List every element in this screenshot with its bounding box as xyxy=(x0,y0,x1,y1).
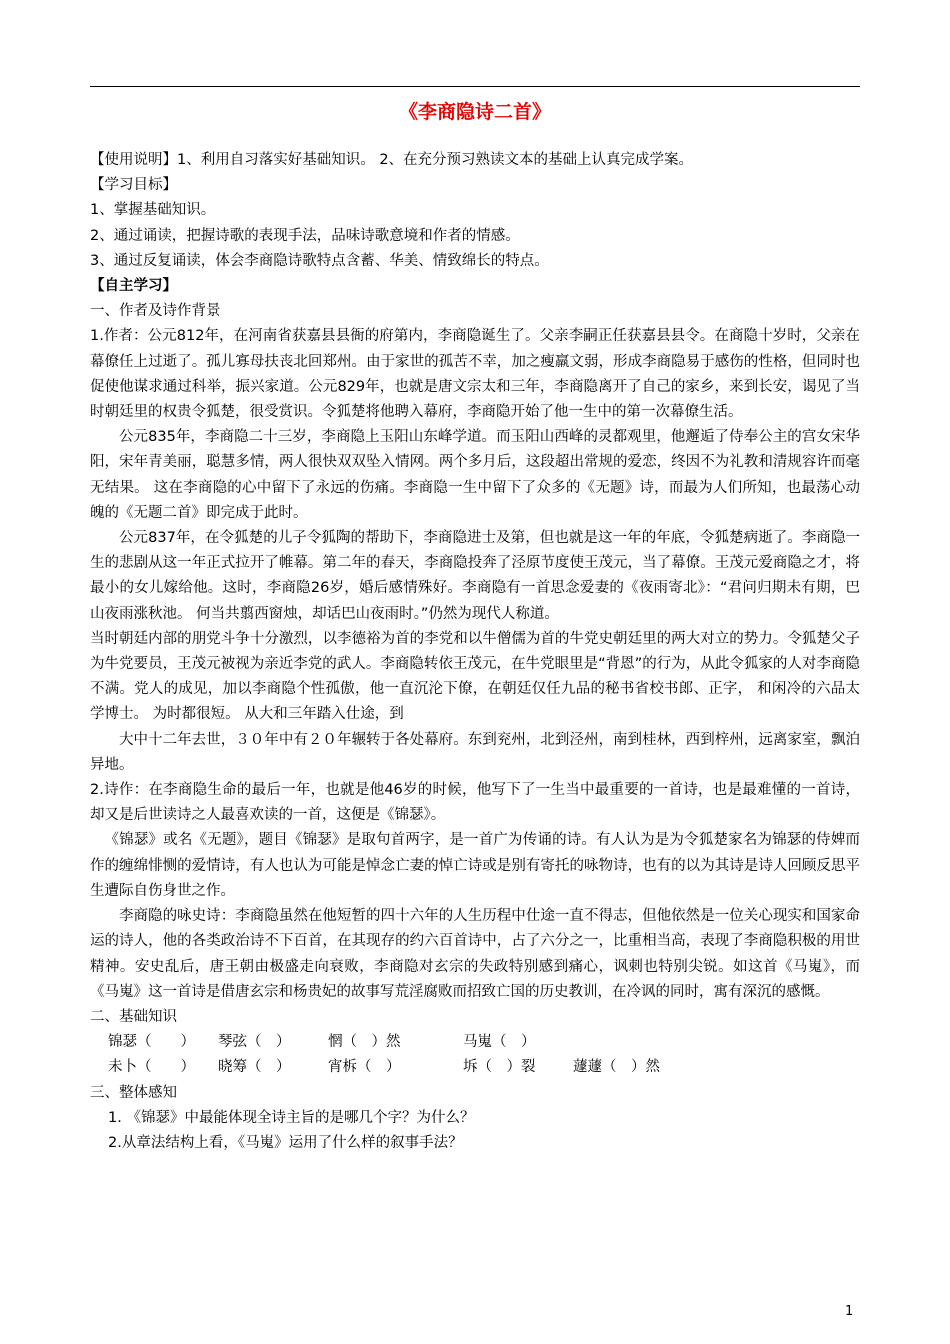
paragraph: 当时朝廷内部的朋党斗争十分激烈，以李德裕为首的李党和以牛僧儒为首的牛党史朝廷里的两大对立的势力。令狐楚父子为牛党要员，王茂元被视为亲近李党的武人。李商隐转依王茂元，在牛党眼里是“背恩”的行为，从此令狐家的人对李商隐不满。党人的成见，加以李商隐个性孤傲，他一直沉沦下僚，在朝廷仅任九品的秘书省校书郎、正字， 和闲冷的六品太学博士。 为时都很短。 从大和三年踏入仕途，到 xyxy=(90,630,860,723)
usage-note: 【使用说明】1、利用自习落实好基础知识。 2、在充分预习熟读文本的基础上认真完成学案。 xyxy=(90,152,694,168)
question-item: 2.从章法结构上看，《马嵬》运用了什么样的叙事手法？ xyxy=(108,1134,463,1151)
document-body xyxy=(90,148,860,1156)
vocab-item: 未卜（ ） xyxy=(108,1059,195,1076)
question-item: 1. 《锦瑟》中最能体现全诗主旨的是哪几个字？为什么？ xyxy=(108,1109,475,1126)
goals-heading: 【学习目标】 xyxy=(90,177,177,194)
paragraph: 公元835年，李商隐二十三岁，李商隐上玉阳山东峰学道。而玉阳山西峰的灵都观里，他邂逅了侍奉公主的宫女宋华阳，宋年青美丽，聪慧多情，两人很快双双坠入情网。两个多月后，这段超出常规的爱恋，终因不为礼教和清规容许而毫无结果。 这在李商隐的心中留下了永远的伤痛。李商隐一生中留下了众多的《无题》诗，而最为人们所知，也最荡心动魄的《无题二首》即完成于此时。 xyxy=(90,429,860,521)
vocab-item: 坼（ ）裂 xyxy=(463,1059,536,1076)
vocab-item: 晓筹（ ） xyxy=(218,1059,291,1076)
vocab-item: 马嵬（ ） xyxy=(463,1034,536,1051)
paragraph-poem: 2.诗作：在李商隐生命的最后一年，也就是他46岁的时候，他写下了一生当中最重要的一首诗，也是最难懂的一首诗，却又是后世读诗之人最喜欢读的一首，这便是《锦瑟》。 xyxy=(90,782,860,824)
vocab-item: 锦瑟（ ） xyxy=(108,1034,195,1051)
vocab-item: 蘧蘧（ ）然 xyxy=(573,1059,660,1076)
paragraph: 大中十二年去世，３０年中有２０年辗转于各处幕府。东到兖州，北到泾州，南到桂林，西到梓州，远离家室，飘泊异地。 xyxy=(90,731,860,773)
paragraph: 李商隐的咏史诗：李商隐虽然在他短暂的四十六年的人生历程中仕途一直不得志，但他依然是一位关心现实和国家命运的诗人，他的各类政治诗不下百首，在其现存的约六百首诗中，占了六分之一，比重相当高，表现了李商隐积极的用世精神。安史乱后，唐王朝由极盛走向衰败，李商隐对玄宗的失政特别感到痛心，讽刺也特别尖锐。如这首《马嵬》，而《马嵬》这一首诗是借唐玄宗和杨贵妃的故事写荒淫腐败而招致亡国的历史教训，在冷讽的同时，寓有深沉的感慨。 xyxy=(90,908,860,1000)
document-title: 《李商隐诗二首》 xyxy=(398,101,551,123)
self-study-heading: 【自主学习】 xyxy=(90,278,177,295)
document-page xyxy=(90,0,860,1344)
vocab-item: 惘（ ）然 xyxy=(328,1034,401,1051)
vocab-row xyxy=(90,1030,860,1055)
header-rule xyxy=(90,86,860,87)
paragraph: 《锦瑟》或名《无题》，题目《锦瑟》是取句首两字，是一首广为传诵的诗。有人认为是为令狐楚家名为锦瑟的侍婢而作的缠绵悱恻的爱情诗，有人也认为可能是悼念亡妻的悼亡诗或是别有寄托的咏物诗，也有的以为其诗是诗人回顾反思平生遭际自伤身世之作。 xyxy=(90,832,860,899)
vocab-row xyxy=(90,1055,860,1080)
section-heading: 一、作者及诗作背景 xyxy=(90,303,221,320)
paragraph: 公元837年，在令狐楚的儿子令狐陶的帮助下，李商隐进士及第，但也就是这一年的年底，令狐楚病逝了。李商隐一生的悲剧从这一年正式拉开了帷幕。第二年的春天，李商隐投奔了泾原节度使王茂元，当了幕僚。王茂元爱商隐之才，将最小的女儿嫁给他。这时，李商隐26岁，婚后感情殊好。李商隐有一首思念爱妻的《夜雨寄北》：“君问归期未有期，巴山夜雨涨秋池。 何当共翦西窗烛，却话巴山夜雨时。”仍然为现代人称道。 xyxy=(90,530,860,622)
goal-item: 1、掌握基础知识。 xyxy=(90,202,216,219)
page-number: 1 xyxy=(845,1304,854,1319)
goal-item: 3、通过反复诵读，体会李商隐诗歌特点含蓄、华美、情致绵长的特点。 xyxy=(90,252,549,269)
section-heading: 三、整体感知 xyxy=(90,1084,177,1101)
paragraph-author: 1.作者：公元812年，在河南省获嘉县县衙的府第内，李商隐诞生了。父亲李嗣正任获嘉县县令。在商隐十岁时，父亲在幕僚任上过逝了。孤儿寡母扶丧北回郑州。由于家世的孤苦不幸，加之瘦羸文弱，形成李商隐易于感伤的性格，但同时也促使他谋求通过科举，振兴家道。公元829年，也就是唐文宗太和三年，李商隐离开了自己的家乡，来到长安，谒见了当时朝廷里的权贵令狐楚，很受赏识。令狐楚将他聘入幕府，李商隐开始了他一生中的第一次幕僚生活。 xyxy=(90,328,860,421)
vocab-item: 琴弦（ ） xyxy=(218,1034,291,1051)
goal-item: 2、通过诵读，把握诗歌的表现手法，品味诗歌意境和作者的情感。 xyxy=(90,227,520,244)
vocab-item: 宵柝（ ） xyxy=(328,1059,401,1076)
section-heading: 二、基础知识 xyxy=(90,1008,177,1025)
